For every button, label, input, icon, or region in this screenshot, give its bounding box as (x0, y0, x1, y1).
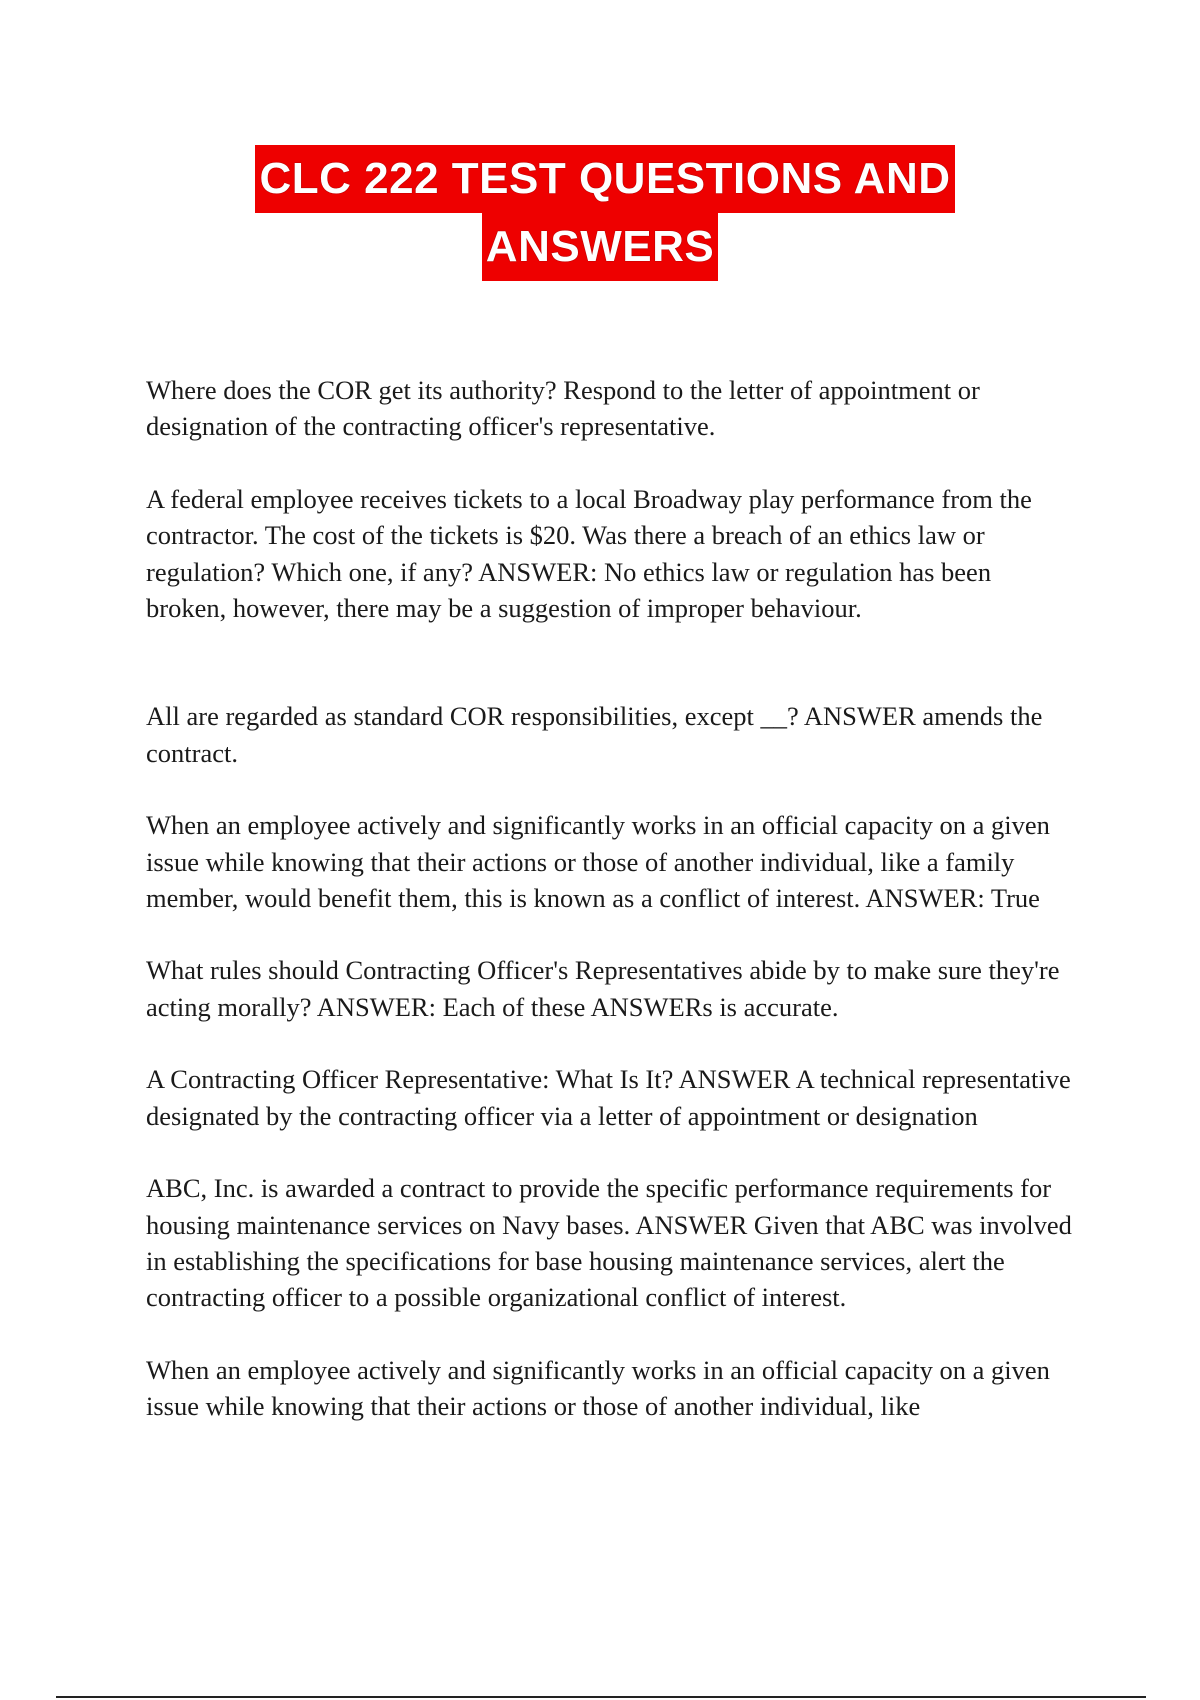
footer-divider (56, 1696, 1146, 1698)
paragraph: When an employee actively and significantly works in an official capacity on a given issue while knowing that their actions or those of another individual, like (146, 1354, 1050, 1422)
paragraph: All are regarded as standard COR responsibilities, except __? ANSWER amends the contract. (146, 701, 1043, 768)
title-line-2: ANSWERS (482, 213, 718, 281)
document-title (0, 145, 1200, 281)
paragraph: What rules should Contracting Officer's Representatives abide by to make sure they're acting morally? ANSWER: Each of these ANSWERs is accurate. (146, 955, 1060, 1022)
document-body (146, 372, 1076, 1461)
title-line-1: CLC 222 TEST QUESTIONS AND (255, 145, 954, 213)
paragraph: Where does the COR get its authority? Respond to the letter of appointment or designation of the contracting officer's representative. (146, 375, 980, 442)
paragraph: A federal employee receives tickets to a local Broadway play performance from the contractor. The cost of the tickets is $20. Was there a breach of an ethics law or regulation? Which one, if any? ANSWER: No ethics law or regulation has been broken, however, there may be a suggestion of improper behaviour. (146, 483, 1032, 624)
paragraph: ABC, Inc. is awarded a contract to provide the specific performance requirements for housing maintenance services on Navy bases. ANSWER Given that ABC was involved in establishing the specifications for base housing maintenance services, alert the contracting officer to a possible organizational conflict of interest. (146, 1173, 1072, 1313)
paragraph: When an employee actively and significantly works in an official capacity on a given issue while knowing that their actions or those of another individual, like a family member, would benefit them, this is known as a conflict of interest. ANSWER: True (146, 810, 1050, 914)
paragraph: A Contracting Officer Representative: What Is It? ANSWER A technical representative designated by the contracting officer via a letter of appointment or designation (146, 1064, 1071, 1131)
